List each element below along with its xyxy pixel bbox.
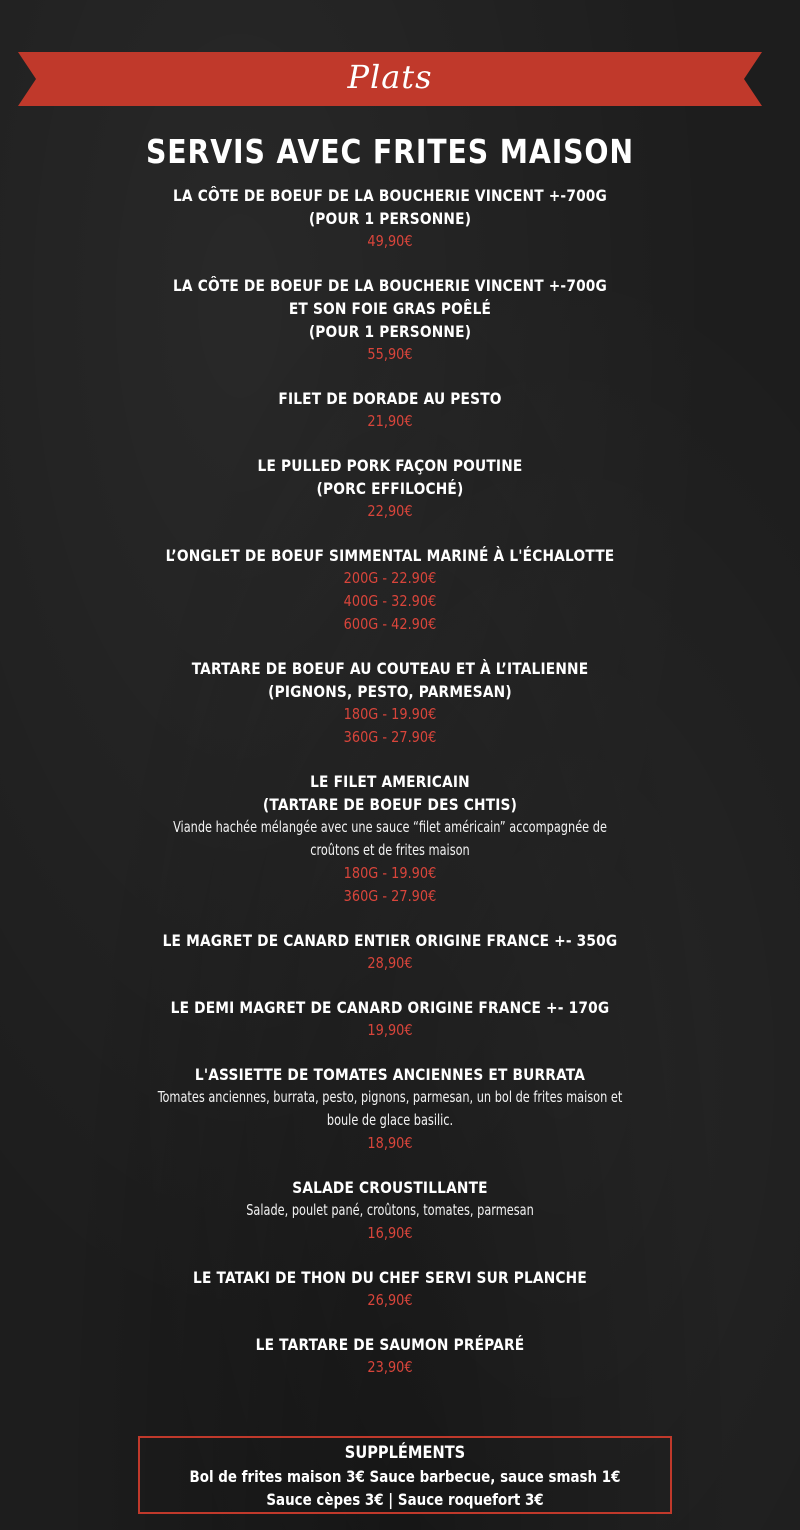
dish-description: Salade, poulet pané, croûtons, tomates, parmesan	[246, 1201, 534, 1219]
menu-item	[0, 1266, 780, 1312]
dish-description: croûtons et de frites maison	[310, 841, 470, 859]
dish-name: LA CÔTE DE BOEUF DE LA BOUCHERIE VINCENT +-700G	[172, 186, 608, 205]
dish-name: LE DEMI MAGRET DE CANARD ORIGINE FRANCE +- 170G	[170, 998, 610, 1017]
menu-item	[0, 274, 780, 366]
dish-name: LE TATAKI DE THON DU CHEF SERVI SUR PLANCHE	[193, 1268, 587, 1287]
menu-item	[0, 387, 780, 433]
dish-name: LE MAGRET DE CANARD ENTIER ORIGINE FRANCE +- 350G	[162, 931, 618, 950]
dish-price: 21,90€	[367, 412, 413, 430]
supplements-box	[138, 1436, 672, 1514]
dish-price: 19,90€	[367, 1021, 413, 1039]
dish-name: L’ONGLET DE BOEUF SIMMENTAL MARINÉ À L'ÉCHALOTTE	[165, 546, 615, 565]
supplements-line: Bol de frites maison 3€ Sauce barbecue, sauce smash 1€	[189, 1467, 621, 1486]
supplements-title: SUPPLÉMENTS	[344, 1443, 466, 1463]
dish-name: (TARTARE DE BOEUF DES CHTIS)	[262, 795, 518, 814]
dish-name: LA CÔTE DE BOEUF DE LA BOUCHERIE VINCENT +-700G	[172, 276, 608, 295]
dish-price: 360G - 27.90€	[343, 728, 437, 746]
menu-subtitle: SERVIS AVEC FRITES MAISON	[145, 132, 635, 171]
dish-price: 23,90€	[367, 1358, 413, 1376]
menu-item	[0, 454, 780, 523]
section-title: Plats	[347, 58, 433, 96]
supplements-line: Sauce cèpes 3€ | Sauce roquefort 3€	[266, 1490, 544, 1509]
menu-item	[0, 184, 780, 253]
dish-price: 55,90€	[367, 345, 413, 363]
dish-name: LE TARTARE DE SAUMON PRÉPARÉ	[255, 1335, 525, 1354]
dish-name: SALADE CROUSTILLANTE	[292, 1178, 488, 1197]
dish-name: FILET DE DORADE AU PESTO	[278, 389, 502, 408]
dish-name: (POUR 1 PERSONNE)	[308, 209, 472, 228]
dish-price: 28,90€	[367, 954, 413, 972]
dish-price: 200G - 22.90€	[343, 569, 437, 587]
dish-description: boule de glace basilic.	[326, 1111, 454, 1129]
menu-item	[0, 544, 780, 636]
dish-name: (PORC EFFILOCHÉ)	[316, 479, 464, 498]
dish-price: 180G - 19.90€	[343, 864, 437, 882]
menu-items	[0, 184, 780, 1400]
menu-item	[0, 770, 780, 908]
dish-name: LE FILET AMERICAIN	[310, 772, 470, 791]
dish-price: 22,90€	[367, 502, 413, 520]
dish-price: 400G - 32.90€	[343, 592, 437, 610]
dish-name: L'ASSIETTE DE TOMATES ANCIENNES ET BURRATA	[194, 1065, 586, 1084]
menu-item	[0, 1176, 780, 1245]
dish-name: LE PULLED PORK FAÇON POUTINE	[257, 456, 523, 475]
dish-description: Viande hachée mélangée avec une sauce “filet américain” accompagnée de	[173, 818, 607, 836]
menu-item	[0, 657, 780, 749]
dish-name: TARTARE DE BOEUF AU COUTEAU ET À L’ITALIENNE	[191, 659, 589, 678]
menu-item	[0, 1333, 780, 1379]
dish-price: 26,90€	[367, 1291, 413, 1309]
menu-item	[0, 996, 780, 1042]
dish-name: (POUR 1 PERSONNE)	[308, 322, 472, 341]
dish-name: ET SON FOIE GRAS POÊLÉ	[288, 299, 492, 318]
dish-price: 18,90€	[367, 1134, 413, 1152]
dish-price: 16,90€	[367, 1224, 413, 1242]
dish-price: 600G - 42.90€	[343, 615, 437, 633]
dish-price: 360G - 27.90€	[343, 887, 437, 905]
section-banner	[18, 52, 762, 106]
menu-item	[0, 929, 780, 975]
dish-name: (PIGNONS, PESTO, PARMESAN)	[268, 682, 512, 701]
dish-price: 180G - 19.90€	[343, 705, 437, 723]
menu-item	[0, 1063, 780, 1155]
dish-description: Tomates anciennes, burrata, pesto, pignons, parmesan, un bol de frites maison et	[157, 1088, 623, 1106]
dish-price: 49,90€	[367, 232, 413, 250]
